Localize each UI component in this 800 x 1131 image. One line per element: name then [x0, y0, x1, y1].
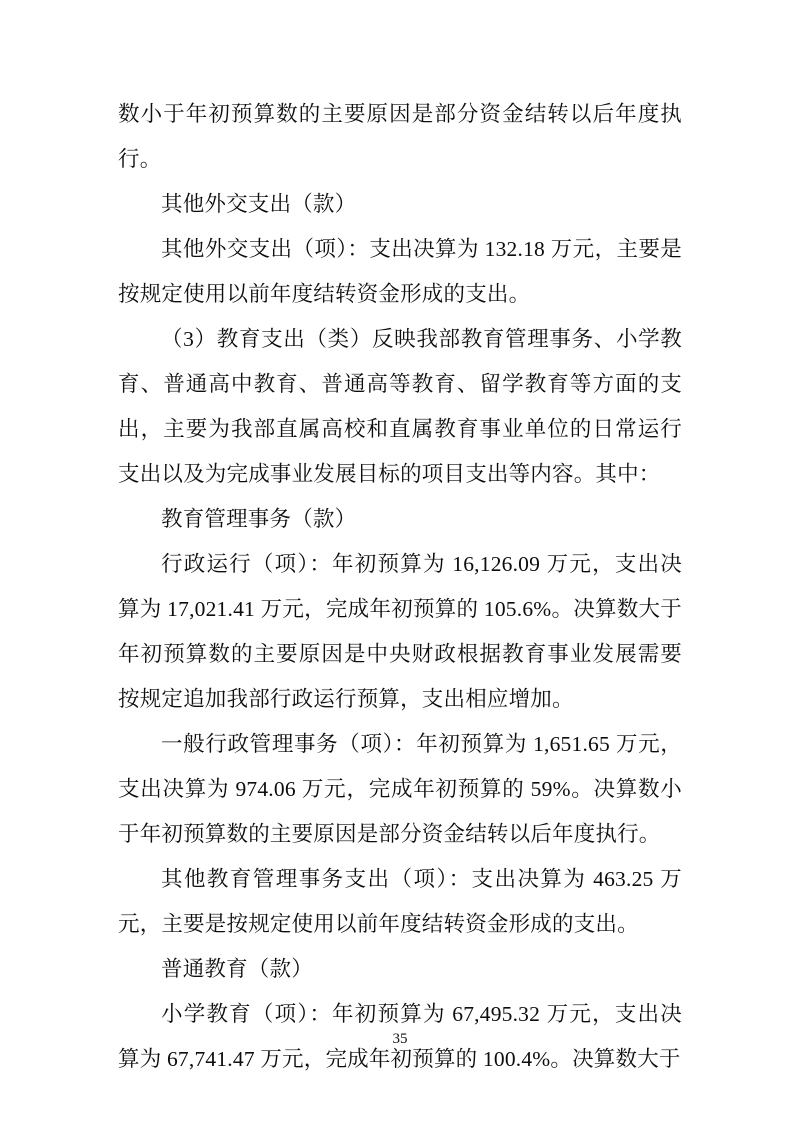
paragraph-primary-education: 小学教育（项）：年初预算为 67,495.32 万元，支出决算为 67,741.47 万元，完成年初预算的 100.4%。决算数大于: [118, 1002, 682, 1071]
paragraph-general-education-heading: 普通教育（款）: [161, 957, 313, 981]
paragraph-other-education-admin: 其他教育管理事务支出（项）：支出决算为 463.25 万元，主要是按规定使用以前年度结转资金形成的支出。: [118, 867, 682, 936]
paragraph-general-admin-affairs: 一般行政管理事务（项）：年初预算为 1,651.65 万元，支出决算为 974.06 万元，完成年初预算的 59%。决算数小于年初预算数的主要原因是部分资金结转以后年度执行。: [118, 732, 682, 846]
paragraph-administrative-operation: 行政运行（项）：年初预算为 16,126.09 万元，支出决算为 17,021.41 万元，完成年初预算的 105.6%。决算数大于年初预算数的主要原因是中央财政根据教育事业发展需要按规定追加我部行政运行预算，支出相应增加。: [118, 552, 682, 711]
paragraph-education-category: （3）教育支出（类）反映我部教育管理事务、小学教育、普通高中教育、普通高等教育、留学教育等方面的支出，主要为我部直属高校和直属教育事业单位的日常运行支出以及为完成事业发展目标的项目支出等内容。其中：: [118, 327, 682, 486]
paragraph-other-diplomatic-item: 其他外交支出（项）：支出决算为 132.18 万元，主要是按规定使用以前年度结转资金形成的支出。: [118, 237, 682, 306]
page-number: 35: [392, 1031, 408, 1047]
page-body: [118, 92, 682, 1082]
paragraph-education-admin-heading: 教育管理事务（款）: [161, 507, 357, 531]
paragraph-continuation: 数小于年初预算数的主要原因是部分资金结转以后年度执行。: [118, 102, 682, 171]
paragraph-other-diplomatic-heading: 其他外交支出（款）: [161, 192, 357, 216]
